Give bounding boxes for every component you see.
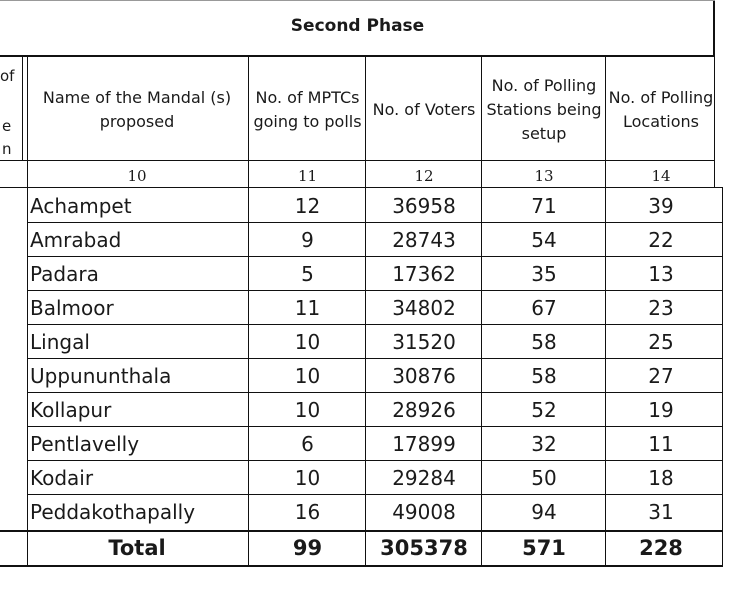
locations-value: 19 [648,398,674,422]
voters-value: 36958 [392,194,456,218]
locations-value: 27 [648,364,674,388]
stations-value: 52 [531,398,557,422]
mptcs-value: 10 [294,398,321,422]
header-divider-1 [22,56,23,161]
column-number-12: 12 [414,167,434,185]
total-row [0,531,730,565]
mptcs-value: 16 [294,500,321,524]
header-divider-6 [714,56,715,188]
table-row [0,325,730,359]
mandal-name: Uppununthala [30,364,172,388]
locations-value: 13 [648,262,674,286]
table-row [0,495,730,529]
table-row [0,427,730,461]
stations-value: 94 [531,500,557,524]
table-row [0,359,730,393]
table-row [0,461,730,495]
voters-value: 34802 [392,296,456,320]
voters-value: 31520 [392,330,456,354]
table-row [0,223,730,257]
name-col-left-edge [27,56,28,188]
mandal-name: Padara [30,262,99,286]
header-voters: No. of Voters [372,100,476,119]
stations-value: 58 [531,330,557,354]
voters-value: 30876 [392,364,456,388]
total-mptcs: 99 [292,536,323,560]
voters-value: 28743 [392,228,456,252]
locations-value: 11 [648,432,674,456]
cut-column-text-2: e [2,117,12,135]
voters-value: 17899 [392,432,456,456]
header-stations: No. of Polling Stations being setup [486,76,602,143]
phase-bottom-rule [0,55,715,57]
phase-title: Second Phase [290,16,425,36]
mptcs-value: 10 [294,330,321,354]
table-row [0,393,730,427]
mandal-name: Kodair [30,466,94,490]
voters-value: 29284 [392,466,456,490]
stations-value: 71 [531,194,557,218]
header-locations: No. of Polling Locations [608,88,714,131]
locations-value: 31 [648,500,674,524]
table-row [0,291,730,325]
mandal-name: Achampet [30,194,132,218]
voters-value: 49008 [392,500,456,524]
locations-value: 18 [648,466,674,490]
header-mandal: Name of the Mandal (s) proposed [42,88,232,131]
locations-value: 22 [648,228,674,252]
mandal-name: Kollapur [30,398,112,422]
mandal-name: Balmoor [30,296,114,320]
stations-value: 35 [531,262,557,286]
mptcs-value: 5 [301,262,314,286]
mptcs-value: 11 [294,296,321,320]
stations-value: 32 [531,432,557,456]
cut-column-text-3: n [2,140,12,158]
stations-value: 50 [531,466,557,490]
voters-value: 17362 [392,262,456,286]
total-voters: 305378 [380,536,468,560]
stations-value: 54 [531,228,557,252]
cut-column-text-1: of [0,67,15,85]
mandal-name: Pentlavelly [30,432,140,456]
column-number-11: 11 [297,167,318,185]
stations-value: 67 [531,296,557,320]
total-label: Total [108,536,166,560]
table-row [0,257,730,291]
mptcs-value: 6 [301,432,314,456]
header-bottom-rule [0,160,715,161]
mptcs-value: 10 [294,466,321,490]
mptcs-value: 9 [301,228,314,252]
top-rule [0,0,715,1]
locations-value: 23 [648,296,674,320]
voters-value: 28926 [392,398,456,422]
mandal-name: Amrabad [30,228,122,252]
stations-value: 58 [531,364,557,388]
mandal-name: Peddakothapally [30,500,196,524]
number-row-bottom-rule [0,187,722,188]
total-locations: 228 [639,536,683,560]
column-number-10: 10 [127,167,147,185]
mptcs-value: 12 [294,194,321,218]
column-number-13: 13 [534,167,554,185]
header-mptcs: No. of MPTCs going to polls [253,88,362,131]
locations-value: 25 [648,330,674,354]
table-bottom-rule [0,565,723,567]
mptcs-value: 10 [294,364,321,388]
table-row [0,189,730,223]
mandal-name: Lingal [30,330,90,354]
total-stations: 571 [522,536,566,560]
column-number-14: 14 [651,167,671,185]
locations-value: 39 [648,194,674,218]
